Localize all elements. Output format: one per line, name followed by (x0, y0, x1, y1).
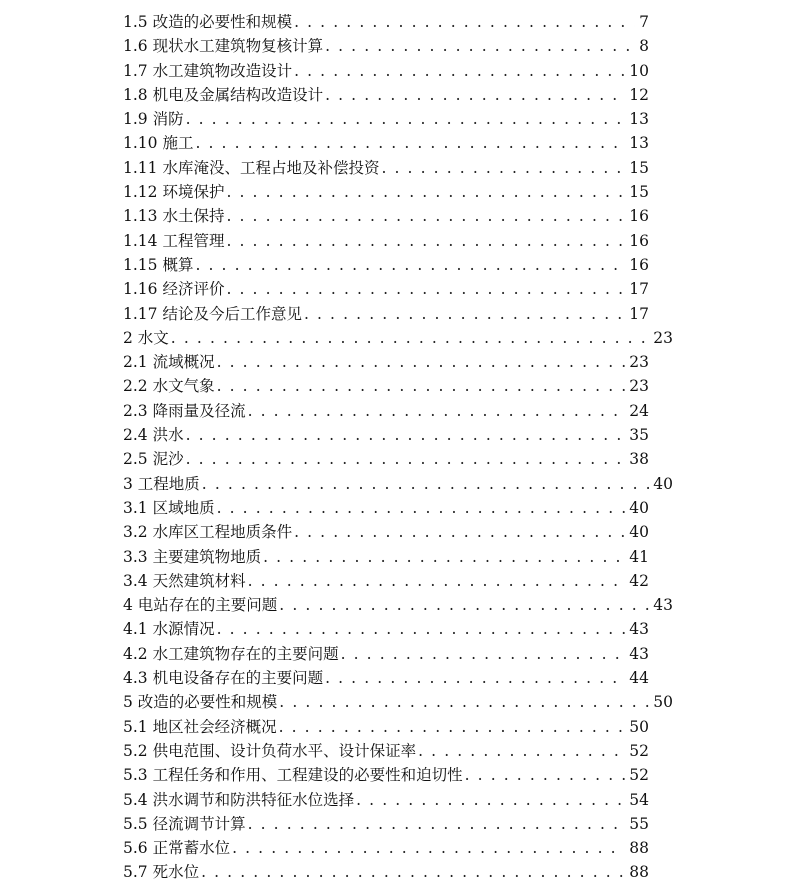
toc-dot-leader (279, 690, 649, 714)
toc-section-entry[interactable] (123, 277, 649, 301)
toc-dot-leader (217, 617, 626, 641)
toc-dot-leader (195, 253, 625, 277)
toc-dot-leader (341, 642, 626, 666)
toc-dot-leader (232, 836, 625, 860)
toc-section-entry[interactable] (123, 812, 649, 836)
toc-entry-title: 5.1 地区社会经济概况 (123, 717, 277, 736)
toc-section-entry[interactable] (123, 131, 649, 155)
toc-entry-title: 3.4 天然建筑材料 (123, 571, 246, 590)
toc-section-entry[interactable] (123, 253, 649, 277)
toc-dot-leader (294, 10, 635, 34)
toc-section-entry[interactable] (123, 545, 649, 569)
toc-entry-title: 1.16 经济评价 (123, 280, 225, 299)
toc-page-number: 52 (629, 766, 649, 785)
toc-page-number: 52 (629, 741, 649, 760)
toc-entry-title: 3.2 水库区工程地质条件 (123, 523, 293, 542)
toc-dot-leader (263, 545, 625, 569)
toc-entry-title: 1.15 概算 (123, 255, 194, 274)
toc-dot-leader (279, 715, 626, 739)
toc-page-number: 13 (629, 110, 649, 129)
toc-page-number: 16 (629, 207, 649, 226)
toc-entry-title: 2.4 洪水 (123, 426, 184, 445)
toc-section-entry[interactable] (123, 447, 649, 471)
toc-section-entry[interactable] (123, 423, 649, 447)
toc-page-number: 88 (629, 863, 649, 882)
toc-dot-leader (217, 496, 626, 520)
toc-entry-title: 2.2 水文气象 (123, 377, 215, 396)
toc-page-number: 41 (629, 547, 649, 566)
toc-dot-leader (356, 788, 625, 812)
toc-chapter-entry[interactable] (123, 472, 673, 496)
toc-dot-leader (294, 520, 625, 544)
toc-section-entry[interactable] (123, 520, 649, 544)
toc-entry-title: 1.7 水工建筑物改造设计 (123, 61, 293, 80)
toc-entry-title: 4.1 水源情况 (123, 620, 215, 639)
table-of-contents (0, 10, 793, 885)
toc-dot-leader (325, 666, 625, 690)
toc-page-number: 40 (629, 498, 649, 517)
toc-entry-title: 4 电站存在的主要问题 (123, 596, 278, 615)
toc-section-entry[interactable] (123, 374, 649, 398)
toc-page-number: 54 (629, 790, 649, 809)
toc-section-entry[interactable] (123, 617, 649, 641)
toc-page-number: 13 (629, 134, 649, 153)
toc-dot-leader (186, 423, 626, 447)
toc-dot-leader (418, 739, 625, 763)
toc-page-number: 55 (629, 814, 649, 833)
toc-entry-title: 1.13 水土保持 (123, 207, 225, 226)
toc-section-entry[interactable] (123, 107, 649, 131)
toc-page-number: 15 (629, 158, 649, 177)
toc-dot-leader (248, 399, 626, 423)
toc-entry-title: 2.3 降雨量及径流 (123, 401, 246, 420)
toc-entry-title: 5.7 死水位 (123, 863, 200, 882)
toc-page-number: 50 (653, 693, 673, 712)
toc-section-entry[interactable] (123, 836, 649, 860)
toc-section-entry[interactable] (123, 10, 649, 34)
toc-dot-leader (217, 350, 626, 374)
toc-dot-leader (201, 860, 625, 884)
toc-page-number: 8 (639, 37, 649, 56)
toc-entry-title: 5.3 工程任务和作用、工程建设的必要性和迫切性 (123, 766, 463, 785)
toc-dot-leader (186, 107, 626, 131)
toc-page-number: 12 (629, 85, 649, 104)
toc-section-entry[interactable] (123, 350, 649, 374)
toc-entry-title: 4.3 机电设备存在的主要问题 (123, 669, 324, 688)
toc-page-number: 16 (629, 255, 649, 274)
toc-dot-leader (171, 326, 649, 350)
toc-section-entry[interactable] (123, 763, 649, 787)
toc-chapter-entry[interactable] (123, 593, 673, 617)
toc-entry-title: 1.12 环境保护 (123, 183, 225, 202)
toc-page-number: 40 (629, 523, 649, 542)
toc-section-entry[interactable] (123, 715, 649, 739)
toc-section-entry[interactable] (123, 788, 649, 812)
toc-dot-leader (294, 59, 625, 83)
toc-section-entry[interactable] (123, 229, 649, 253)
toc-entry-title: 5.2 供电范围、设计负荷水平、设计保证率 (123, 741, 417, 760)
toc-chapter-entry[interactable] (123, 326, 673, 350)
toc-dot-leader (226, 204, 625, 228)
toc-entry-title: 4.2 水工建筑物存在的主要问题 (123, 644, 339, 663)
toc-dot-leader (381, 156, 625, 180)
toc-page-number: 7 (639, 13, 649, 31)
toc-page-number: 40 (653, 474, 673, 493)
toc-dot-leader (186, 447, 626, 471)
toc-entry-title: 5.6 正常蓄水位 (123, 839, 231, 858)
toc-entry-title: 1.17 结论及今后工作意见 (123, 304, 302, 323)
toc-section-entry[interactable] (123, 496, 649, 520)
toc-entry-title: 5.5 径流调节计算 (123, 814, 246, 833)
toc-section-entry[interactable] (123, 569, 649, 593)
toc-page-number: 43 (629, 644, 649, 663)
toc-entry-title: 1.11 水库淹没、工程占地及补偿投资 (123, 158, 380, 177)
toc-entry-title: 2.1 流域概况 (123, 353, 215, 372)
toc-dot-leader (465, 763, 626, 787)
toc-entry-title: 1.6 现状水工建筑物复核计算 (123, 37, 324, 56)
toc-page-number: 42 (629, 571, 649, 590)
toc-section-entry[interactable] (123, 642, 649, 666)
toc-section-entry[interactable] (123, 180, 649, 204)
toc-dot-leader (226, 229, 625, 253)
toc-page-number: 43 (629, 620, 649, 639)
toc-page-number: 88 (629, 839, 649, 858)
toc-dot-leader (226, 180, 625, 204)
toc-dot-leader (248, 812, 626, 836)
toc-page-number: 44 (629, 669, 649, 688)
toc-section-entry[interactable] (123, 739, 649, 763)
toc-entry-title: 1.5 改造的必要性和规模 (123, 13, 293, 31)
toc-section-entry[interactable] (123, 34, 649, 58)
toc-section-entry[interactable] (123, 399, 649, 423)
toc-entry-title: 2.5 泥沙 (123, 450, 184, 469)
toc-page-number: 23 (629, 353, 649, 372)
toc-dot-leader (325, 83, 625, 107)
toc-dot-leader (279, 593, 649, 617)
toc-section-entry[interactable] (123, 666, 649, 690)
toc-entry-title: 2 水文 (123, 328, 169, 347)
toc-dot-leader (202, 472, 649, 496)
toc-entry-title: 1.9 消防 (123, 110, 184, 129)
toc-page-number: 50 (629, 717, 649, 736)
toc-section-entry[interactable] (123, 83, 649, 107)
toc-page-number: 43 (653, 596, 673, 615)
toc-page-number: 17 (629, 280, 649, 299)
toc-dot-leader (248, 569, 626, 593)
toc-page-number: 17 (629, 304, 649, 323)
toc-entry-title: 1.10 施工 (123, 134, 194, 153)
toc-page-number: 23 (653, 328, 673, 347)
toc-page-number: 16 (629, 231, 649, 250)
toc-entry-title: 1.8 机电及金属结构改造设计 (123, 85, 324, 104)
toc-entry-title: 3.1 区域地质 (123, 498, 215, 517)
toc-page-number: 10 (629, 61, 649, 80)
toc-page-number: 23 (629, 377, 649, 396)
toc-entry-title: 5 改造的必要性和规模 (123, 693, 278, 712)
toc-dot-leader (325, 34, 635, 58)
toc-dot-leader (195, 131, 625, 155)
toc-entry-title: 1.14 工程管理 (123, 231, 225, 250)
toc-section-entry[interactable] (123, 860, 649, 884)
toc-section-entry[interactable] (123, 59, 649, 83)
toc-page-number: 35 (629, 426, 649, 445)
toc-dot-leader (226, 277, 625, 301)
toc-page-number: 24 (629, 401, 649, 420)
toc-section-entry[interactable] (123, 156, 649, 180)
toc-entry-title: 5.4 洪水调节和防洪特征水位选择 (123, 790, 355, 809)
toc-chapter-entry[interactable] (123, 690, 673, 714)
toc-page-number: 38 (629, 450, 649, 469)
toc-section-entry[interactable] (123, 302, 649, 326)
toc-section-entry[interactable] (123, 204, 649, 228)
toc-page-number: 15 (629, 183, 649, 202)
toc-entry-title: 3 工程地质 (123, 474, 200, 493)
toc-dot-leader (217, 374, 626, 398)
toc-entry-title: 3.3 主要建筑物地质 (123, 547, 262, 566)
toc-dot-leader (304, 302, 625, 326)
